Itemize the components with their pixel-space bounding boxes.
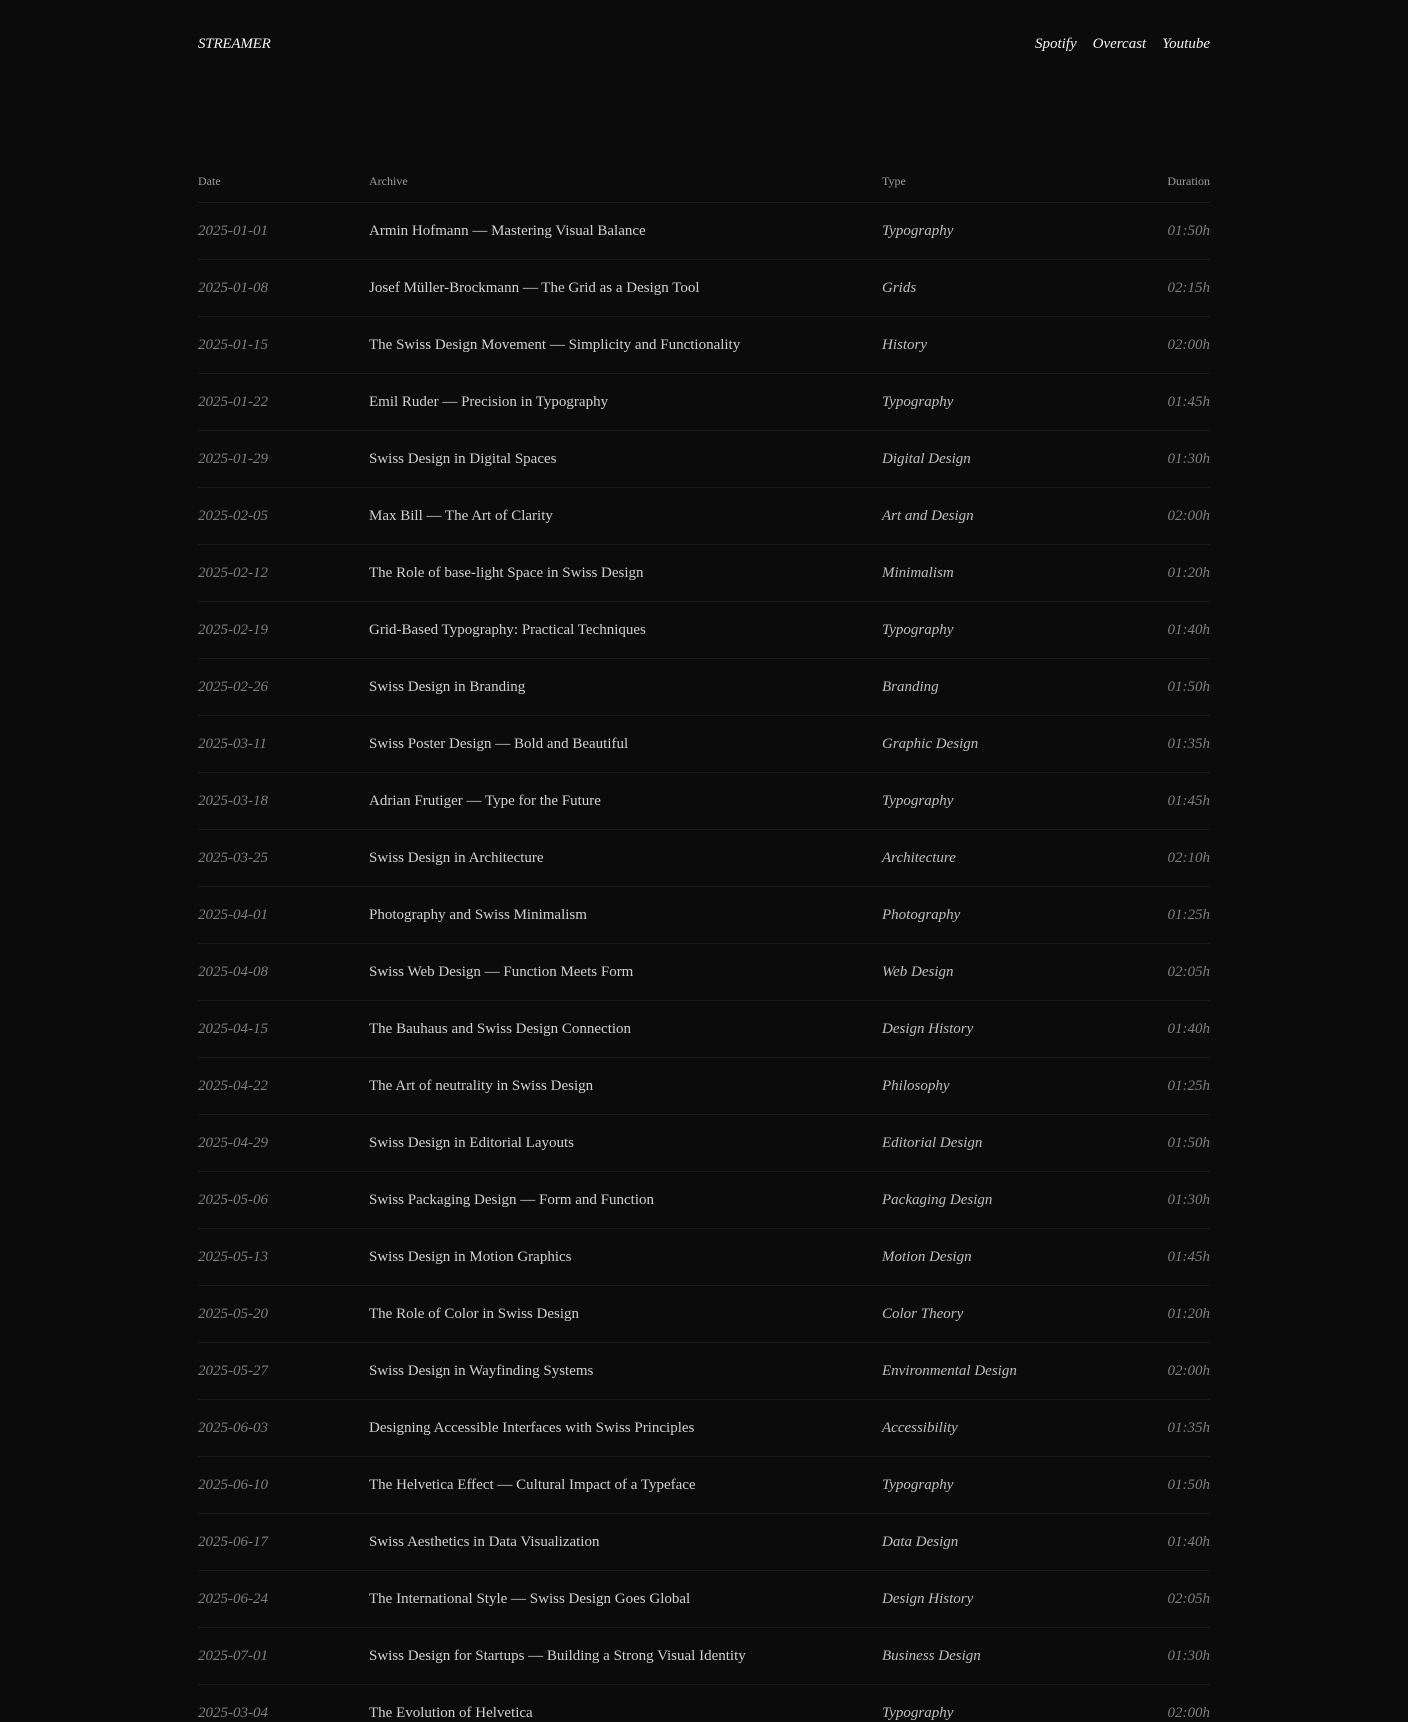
- table-row[interactable]: [198, 1115, 1210, 1172]
- table-row[interactable]: [198, 716, 1210, 773]
- table-row[interactable]: [198, 203, 1210, 260]
- episode-type: Color Theory: [882, 1305, 964, 1322]
- episode-date: 2025-04-22: [198, 1077, 268, 1094]
- episode-title: The Art of neutrality in Swiss Design: [369, 1077, 594, 1094]
- episode-title: Max Bill — The Art of Clarity: [369, 507, 553, 524]
- episode-duration: 01:45h: [1167, 1248, 1210, 1265]
- table-row[interactable]: [198, 1001, 1210, 1058]
- episode-title: Swiss Aesthetics in Data Visualization: [369, 1533, 600, 1550]
- episode-duration: 01:35h: [1167, 1419, 1210, 1436]
- episode-date: 2025-02-12: [198, 564, 268, 581]
- episode-title: Josef Müller-Brockmann — The Grid as a Design Tool: [369, 279, 700, 296]
- episode-date: 2025-02-05: [198, 507, 268, 524]
- episode-type: Philosophy: [882, 1077, 950, 1094]
- episode-date: 2025-05-06: [198, 1191, 268, 1208]
- episode-title: Swiss Design in Digital Spaces: [369, 450, 557, 467]
- episode-type: Typography: [882, 1476, 954, 1493]
- episode-duration: 01:20h: [1167, 564, 1210, 581]
- site-header: [198, 32, 1210, 56]
- episode-title: Swiss Packaging Design — Form and Function: [369, 1191, 654, 1208]
- episode-title: The Swiss Design Movement — Simplicity and Functionality: [369, 336, 741, 353]
- episode-date: 2025-05-20: [198, 1305, 268, 1322]
- episode-type: Typography: [882, 792, 954, 809]
- episode-title: Photography and Swiss Minimalism: [369, 906, 587, 923]
- episode-date: 2025-05-27: [198, 1362, 268, 1379]
- table-row[interactable]: [198, 1058, 1210, 1115]
- episode-title: Swiss Design in Wayfinding Systems: [369, 1362, 594, 1379]
- episode-type: Web Design: [882, 963, 954, 980]
- episode-date: 2025-03-18: [198, 792, 268, 809]
- table-row[interactable]: [198, 1343, 1210, 1400]
- episode-duration: 01:50h: [1167, 1476, 1210, 1493]
- episode-title: Grid-Based Typography: Practical Techniques: [369, 621, 646, 638]
- episode-title: Swiss Design in Editorial Layouts: [369, 1134, 574, 1151]
- episode-duration: 01:25h: [1167, 1077, 1210, 1094]
- episode-date: 2025-07-01: [198, 1647, 268, 1664]
- episode-type: Typography: [882, 222, 954, 239]
- episode-duration: 01:50h: [1167, 222, 1210, 239]
- episode-type: Branding: [882, 678, 939, 695]
- episode-type: Grids: [882, 279, 917, 296]
- episode-duration: 02:10h: [1167, 849, 1210, 866]
- episode-type: Art and Design: [882, 507, 974, 524]
- table-row[interactable]: [198, 659, 1210, 716]
- episode-duration: 02:05h: [1167, 963, 1210, 980]
- episode-duration: 02:00h: [1167, 507, 1210, 524]
- episode-type: Photography: [882, 906, 961, 923]
- episode-type: Typography: [882, 393, 954, 410]
- table-body: [198, 203, 1210, 1722]
- episode-type: Graphic Design: [882, 735, 979, 752]
- episode-title: Designing Accessible Interfaces with Swiss Principles: [369, 1419, 695, 1436]
- episode-duration: 01:25h: [1167, 906, 1210, 923]
- episode-type: Accessibility: [882, 1419, 958, 1436]
- episode-title: Swiss Design in Architecture: [369, 849, 544, 866]
- nav-link-overcast[interactable]: Overcast: [1092, 35, 1147, 52]
- episode-type: Environmental Design: [882, 1362, 1017, 1379]
- episode-type: Motion Design: [882, 1248, 972, 1265]
- table-row[interactable]: [198, 773, 1210, 830]
- episode-title: Armin Hofmann — Mastering Visual Balance: [369, 222, 646, 239]
- table-row[interactable]: [198, 944, 1210, 1001]
- episode-title: Swiss Design for Startups — Building a Strong Visual Identity: [369, 1647, 746, 1664]
- episode-date: 2025-06-10: [198, 1476, 268, 1493]
- table-row[interactable]: [198, 1514, 1210, 1571]
- episode-title: The Evolution of Helvetica: [369, 1704, 533, 1721]
- episode-duration: 01:45h: [1167, 393, 1210, 410]
- episode-type: Business Design: [882, 1647, 981, 1664]
- episode-date: 2025-03-04: [198, 1704, 268, 1721]
- episode-type: Typography: [882, 621, 954, 638]
- table-row[interactable]: [198, 488, 1210, 545]
- table-header: [198, 160, 1210, 203]
- episode-date: 2025-01-29: [198, 450, 268, 467]
- table-row[interactable]: [198, 317, 1210, 374]
- episode-type: History: [882, 336, 927, 353]
- column-header-archive: Archive: [369, 173, 408, 188]
- episode-type: Editorial Design: [882, 1134, 983, 1151]
- table-row[interactable]: [198, 887, 1210, 944]
- episode-date: 2025-03-11: [198, 735, 267, 752]
- table-row[interactable]: [198, 602, 1210, 659]
- episode-duration: 01:20h: [1167, 1305, 1210, 1322]
- episode-duration: 01:45h: [1167, 792, 1210, 809]
- episode-type: Typography: [882, 1704, 954, 1721]
- table-row[interactable]: [198, 1571, 1210, 1628]
- column-header-type: Type: [882, 173, 906, 188]
- nav-links: [1035, 36, 1210, 53]
- episode-title: The Role of Color in Swiss Design: [369, 1305, 579, 1322]
- table-row[interactable]: [198, 830, 1210, 887]
- episode-title: Emil Ruder — Precision in Typography: [369, 393, 609, 410]
- episode-title: Swiss Design in Branding: [369, 678, 526, 695]
- episode-date: 2025-04-01: [198, 906, 268, 923]
- episode-duration: 02:15h: [1167, 279, 1210, 296]
- table-row[interactable]: [198, 1400, 1210, 1457]
- episode-duration: 01:30h: [1167, 450, 1210, 467]
- table-row[interactable]: [198, 1685, 1210, 1722]
- episode-duration: 01:40h: [1167, 1533, 1210, 1550]
- episode-duration: 02:00h: [1167, 1362, 1210, 1379]
- episode-date: 2025-01-01: [198, 222, 268, 239]
- episode-title: The International Style — Swiss Design Goes Global: [369, 1590, 691, 1607]
- nav-link-youtube[interactable]: Youtube: [1162, 35, 1210, 52]
- table-row[interactable]: [198, 1457, 1210, 1514]
- episode-duration: 02:05h: [1167, 1590, 1210, 1607]
- episode-date: 2025-04-08: [198, 963, 268, 980]
- episode-date: 2025-04-15: [198, 1020, 268, 1037]
- table-row[interactable]: [198, 1172, 1210, 1229]
- episode-type: Architecture: [882, 849, 956, 866]
- episode-date: 2025-06-17: [198, 1533, 268, 1550]
- episode-date: 2025-06-03: [198, 1419, 268, 1436]
- episode-date: 2025-06-24: [198, 1590, 268, 1607]
- episode-title: Swiss Poster Design — Bold and Beautiful: [369, 735, 629, 752]
- episode-date: 2025-04-29: [198, 1134, 268, 1151]
- episode-duration: 02:00h: [1167, 1704, 1210, 1721]
- episode-date: 2025-01-08: [198, 279, 268, 296]
- episode-date: 2025-01-15: [198, 336, 268, 353]
- episode-title: Swiss Design in Motion Graphics: [369, 1248, 572, 1265]
- table-row[interactable]: [198, 1628, 1210, 1685]
- table-row[interactable]: [198, 260, 1210, 317]
- episode-type: Minimalism: [882, 564, 954, 581]
- episode-date: 2025-02-19: [198, 621, 268, 638]
- table-row[interactable]: [198, 374, 1210, 431]
- episode-type: Data Design: [882, 1533, 959, 1550]
- episode-type: Design History: [882, 1590, 974, 1607]
- table-row[interactable]: [198, 431, 1210, 488]
- episode-date: 2025-01-22: [198, 393, 268, 410]
- episode-type: Digital Design: [882, 450, 971, 467]
- episode-date: 2025-02-26: [198, 678, 268, 695]
- episode-type: Packaging Design: [882, 1191, 993, 1208]
- episode-duration: 02:00h: [1167, 336, 1210, 353]
- table-row[interactable]: [198, 545, 1210, 602]
- episode-date: 2025-03-25: [198, 849, 268, 866]
- episode-duration: 01:40h: [1167, 1020, 1210, 1037]
- episode-title: The Bauhaus and Swiss Design Connection: [369, 1020, 632, 1037]
- episode-title: Adrian Frutiger — Type for the Future: [369, 792, 601, 809]
- column-header-date: Date: [198, 173, 221, 188]
- episode-duration: 01:30h: [1167, 1647, 1210, 1664]
- table-row[interactable]: [198, 1286, 1210, 1343]
- episode-title: Swiss Web Design — Function Meets Form: [369, 963, 634, 980]
- archive-table: [198, 160, 1210, 1722]
- episode-duration: 01:50h: [1167, 678, 1210, 695]
- episode-duration: 01:50h: [1167, 1134, 1210, 1151]
- episode-title: The Helvetica Effect — Cultural Impact of a Typeface: [369, 1476, 696, 1493]
- episode-type: Design History: [882, 1020, 974, 1037]
- nav-link-spotify[interactable]: Spotify: [1034, 35, 1077, 52]
- episode-duration: 01:35h: [1167, 735, 1210, 752]
- logo[interactable]: STREAMER: [198, 35, 271, 52]
- table-row[interactable]: [198, 1229, 1210, 1286]
- episode-date: 2025-05-13: [198, 1248, 268, 1265]
- episode-title: The Role of base-light Space in Swiss Design: [369, 564, 644, 581]
- episode-duration: 01:40h: [1167, 621, 1210, 638]
- episode-duration: 01:30h: [1167, 1191, 1210, 1208]
- column-header-duration: Duration: [1167, 173, 1210, 188]
